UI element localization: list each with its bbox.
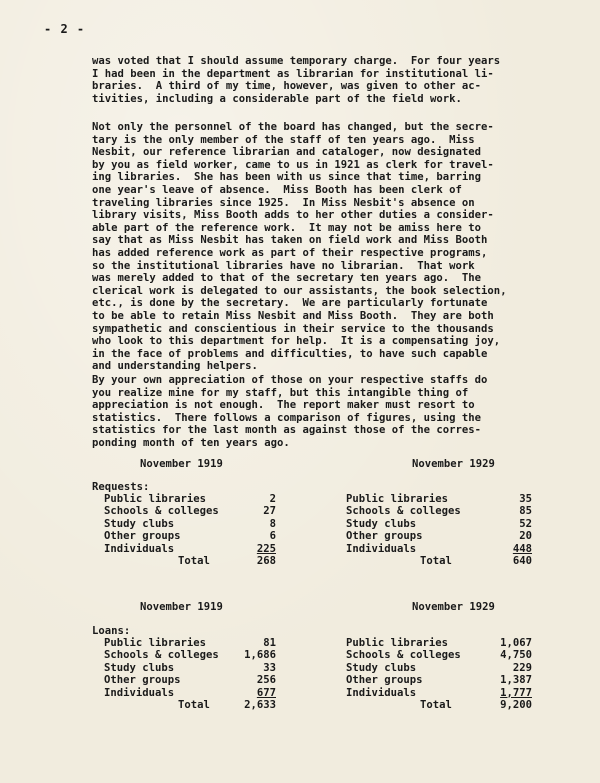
text-line: ing libraries. She has been with us since that time, barring <box>92 171 482 184</box>
row-value: 35 <box>519 493 532 505</box>
table-row <box>104 674 276 686</box>
table-row <box>346 662 532 674</box>
total-label: Total <box>420 554 452 567</box>
text-line: Not only the personnel of the board has changed, but the secre- <box>92 121 494 133</box>
text-line: Nesbit, our reference librarian and cataloger, now designated <box>92 146 482 159</box>
text-line: to be able to retain Miss Nesbit and Miss Booth. They are both <box>92 309 494 322</box>
row-label: Other groups <box>104 530 181 543</box>
text-line: statistics for the last month as against those of the corres- <box>92 424 482 437</box>
row-value: 448 <box>512 542 532 555</box>
loans-1919-table <box>104 637 276 711</box>
text-line: so the institutional libraries have no librarian. That work <box>92 259 475 272</box>
row-label: Public libraries <box>104 493 207 505</box>
total-row <box>104 699 276 711</box>
table-row <box>104 687 276 699</box>
row-value: 1,067 <box>500 637 532 649</box>
text-line: was voted that I should assume temporary charge. For four years <box>92 55 501 67</box>
text-line: you realize mine for my staff, but this intangible thing of <box>92 386 469 399</box>
table-row <box>104 543 276 555</box>
table-row <box>346 649 532 661</box>
row-label: Study clubs <box>104 661 175 674</box>
row-value: 20 <box>519 530 532 543</box>
table-row <box>346 505 532 517</box>
row-value: 677 <box>256 686 276 699</box>
row-value: 33 <box>263 661 276 674</box>
paragraph-2 <box>92 121 532 373</box>
row-value: 8 <box>269 517 276 530</box>
text-line: ponding month of ten years ago. <box>92 436 290 449</box>
text-line: was merely added to that of the secretary ten years ago. The <box>92 272 482 285</box>
requests-1919-table <box>104 493 276 567</box>
total-row <box>346 699 532 711</box>
text-line: one year's leave of absence. Miss Booth has been clerk of <box>92 183 462 196</box>
table-row <box>104 637 276 649</box>
total-label: Total <box>178 698 210 711</box>
loans-left-heading: November 1919 <box>140 601 223 613</box>
text-line: I had been in the department as librarian for institutional li- <box>92 67 494 80</box>
text-line: who look to this department for help. It is a compensating joy, <box>92 335 501 348</box>
requests-section-label: Requests: <box>92 481 150 493</box>
table-row <box>104 649 276 661</box>
total-value: 268 <box>256 554 276 567</box>
row-label: Other groups <box>346 530 423 543</box>
text-line: By your own appreciation of those on your respective staffs do <box>92 374 488 386</box>
requests-1929-table <box>346 493 532 567</box>
text-line: clerical work is delegated to our assistants, the book selection, <box>92 284 507 297</box>
row-value: 225 <box>256 542 276 555</box>
row-value: 4,750 <box>500 649 532 662</box>
row-label: Study clubs <box>104 517 175 530</box>
row-value: 1,387 <box>500 674 532 687</box>
table-row <box>346 687 532 699</box>
paragraph-3 <box>92 374 532 450</box>
row-value: 52 <box>519 517 532 530</box>
text-line: tary is the only member of the staff of ten years ago. Miss <box>92 133 475 146</box>
table-row <box>346 518 532 530</box>
row-value: 85 <box>519 505 532 518</box>
total-value: 640 <box>512 554 532 567</box>
table-row <box>104 493 276 505</box>
text-line: able part of the reference work. It may not be amiss here to <box>92 221 482 234</box>
row-label: Study clubs <box>346 661 417 674</box>
table-row <box>346 637 532 649</box>
text-line: tivities, including a considerable part of the field work. <box>92 92 462 105</box>
table-row <box>104 530 276 542</box>
table-row <box>346 674 532 686</box>
text-line: statistics. There follows a comparison of figures, using the <box>92 411 482 424</box>
row-value: 229 <box>512 661 532 674</box>
row-value: 2 <box>269 493 276 505</box>
row-label: Schools & colleges <box>346 505 461 518</box>
row-label: Other groups <box>346 674 423 687</box>
loans-section-label: Loans: <box>92 625 131 637</box>
text-line: by you as field worker, came to us in 1921 as clerk for travel- <box>92 158 494 171</box>
text-line: say that as Miss Nesbit has taken on field work and Miss Booth <box>92 234 488 247</box>
table-row <box>346 543 532 555</box>
table-row <box>104 662 276 674</box>
loans-1929-table <box>346 637 532 711</box>
requests-right-heading: November 1929 <box>412 458 495 470</box>
text-line: sympathetic and conscientious in their service to the thousands <box>92 322 494 335</box>
table-row <box>346 493 532 505</box>
total-value: 2,633 <box>244 698 276 711</box>
row-label: Other groups <box>104 674 181 687</box>
row-label: Schools & colleges <box>346 649 461 662</box>
row-value: 1,686 <box>244 649 276 662</box>
total-row <box>104 555 276 567</box>
text-line: etc., is done by the secretary. We are particularly fortunate <box>92 297 488 310</box>
text-line: has added reference work as part of their respective programs, <box>92 246 488 259</box>
text-line: braries. A third of my time, however, was given to other ac- <box>92 80 482 93</box>
row-label: Public libraries <box>104 637 207 649</box>
text-line: appreciation is not enough. The report maker must resort to <box>92 399 475 412</box>
page-number: - 2 - <box>44 22 86 36</box>
total-row <box>346 555 532 567</box>
text-line: traveling libraries since 1925. In Miss Nesbit's absence on <box>92 196 475 209</box>
row-label: Individuals <box>346 542 417 555</box>
row-label: Study clubs <box>346 517 417 530</box>
loans-right-heading: November 1929 <box>412 601 495 613</box>
row-value: 1,777 <box>500 686 532 699</box>
text-line: library visits, Miss Booth adds to her other duties a consider- <box>92 209 494 222</box>
row-label: Schools & colleges <box>104 649 219 662</box>
row-value: 27 <box>263 505 276 518</box>
requests-left-heading: November 1919 <box>140 458 223 470</box>
table-row <box>346 530 532 542</box>
row-label: Individuals <box>346 686 417 699</box>
text-line: in the face of problems and difficulties, to have such capable <box>92 347 488 360</box>
row-value: 256 <box>256 674 276 687</box>
row-label: Individuals <box>104 686 175 699</box>
table-row <box>104 518 276 530</box>
paragraph-1 <box>92 55 532 105</box>
total-label: Total <box>178 554 210 567</box>
table-row <box>104 505 276 517</box>
row-label: Public libraries <box>346 493 449 505</box>
row-value: 6 <box>269 530 276 543</box>
text-line: and understanding helpers. <box>92 360 258 373</box>
row-value: 81 <box>263 637 276 649</box>
row-label: Public libraries <box>346 637 449 649</box>
total-value: 9,200 <box>500 698 532 711</box>
row-label: Individuals <box>104 542 175 555</box>
row-label: Schools & colleges <box>104 505 219 518</box>
total-label: Total <box>420 698 452 711</box>
